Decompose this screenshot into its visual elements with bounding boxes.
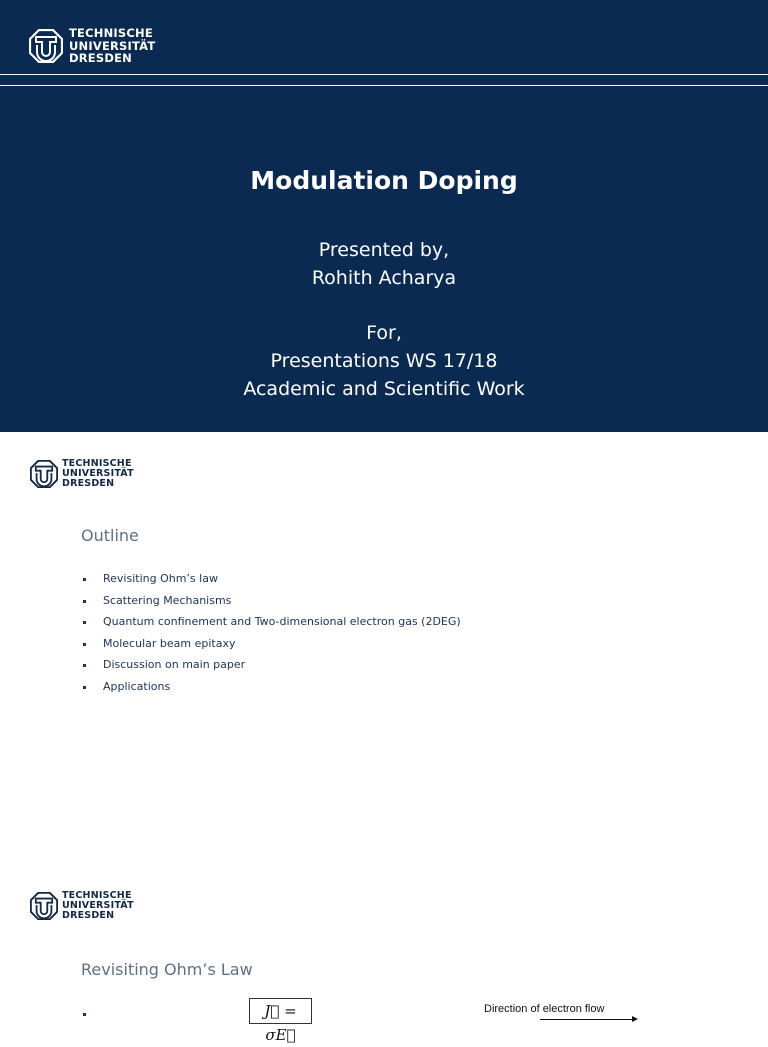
bullet-icon [83, 643, 86, 646]
logo-line-3: DRESDEN [69, 51, 132, 65]
logo-line-3: DRESDEN [62, 910, 115, 921]
list-item-text: Revisiting Ohm’s law [103, 572, 218, 585]
bullet-icon [83, 621, 86, 624]
bullet-icon [83, 600, 86, 603]
tu-dresden-logo-icon [30, 892, 58, 920]
tu-dresden-logo [30, 891, 134, 921]
list-item [81, 679, 461, 701]
for-label: For, [366, 322, 402, 344]
list-item-text: Discussion on main paper [103, 658, 246, 671]
title-slide [0, 0, 768, 432]
presenter-name: Rohith Acharya [311, 267, 457, 289]
list-item-text: Molecular beam epitaxy [103, 636, 236, 650]
logo-line-2: UNIVERSITÄT [69, 38, 156, 53]
arrow-head [632, 1016, 638, 1022]
list-item [81, 614, 461, 636]
logo-line-2: UNIVERSITÄT [62, 468, 134, 479]
header-rule-top [0, 74, 768, 75]
logo-line-2: UNIVERSITÄT [62, 900, 134, 911]
list-item [81, 657, 461, 679]
logo-line-1: TECHNISCHE [69, 26, 153, 40]
electron-flow-caption: Direction of electron flow [484, 1003, 605, 1015]
header-rule-bottom [0, 85, 768, 86]
subject-name: Academic and Scientific Work [243, 378, 525, 400]
list-item [81, 636, 461, 658]
tu-dresden-logo-icon [29, 29, 63, 63]
bullet-icon [83, 578, 86, 581]
bullet-icon [83, 664, 86, 667]
ohms-law-formula: J⃗ = σE⃗ [249, 998, 312, 1024]
outline-heading: Outline [81, 526, 139, 545]
ohms-law-heading: Revisiting Ohm’s Law [81, 960, 253, 979]
bullet-icon [83, 686, 86, 689]
bullet-icon [83, 1013, 86, 1016]
course-name: Presentations WS 17/18 [270, 350, 498, 372]
course-block [0, 347, 768, 403]
logo-line-3: DRESDEN [62, 478, 115, 489]
list-item-text: Applications [103, 679, 171, 693]
ohms-law-slide [0, 864, 768, 1044]
tu-dresden-logo [29, 27, 155, 65]
list-item [81, 571, 461, 593]
presented-by-label: Presented by, [318, 239, 450, 261]
logo-line-1: TECHNISCHE [62, 458, 132, 469]
list-item-text: Scattering Mechanisms [103, 593, 232, 607]
outline-slide [0, 432, 768, 864]
list-item-text: Quantum confinement and Two-dimensional electron gas (2DEG) [103, 615, 461, 628]
logo-line-1: TECHNISCHE [62, 890, 132, 901]
tu-dresden-logo-icon [30, 460, 58, 488]
presenter-block [0, 236, 768, 292]
list-item [81, 593, 461, 615]
outline-list [81, 571, 461, 700]
slide-title: Modulation Doping [250, 166, 518, 195]
arrow-right-icon [540, 1019, 634, 1020]
tu-dresden-logo [30, 459, 134, 489]
